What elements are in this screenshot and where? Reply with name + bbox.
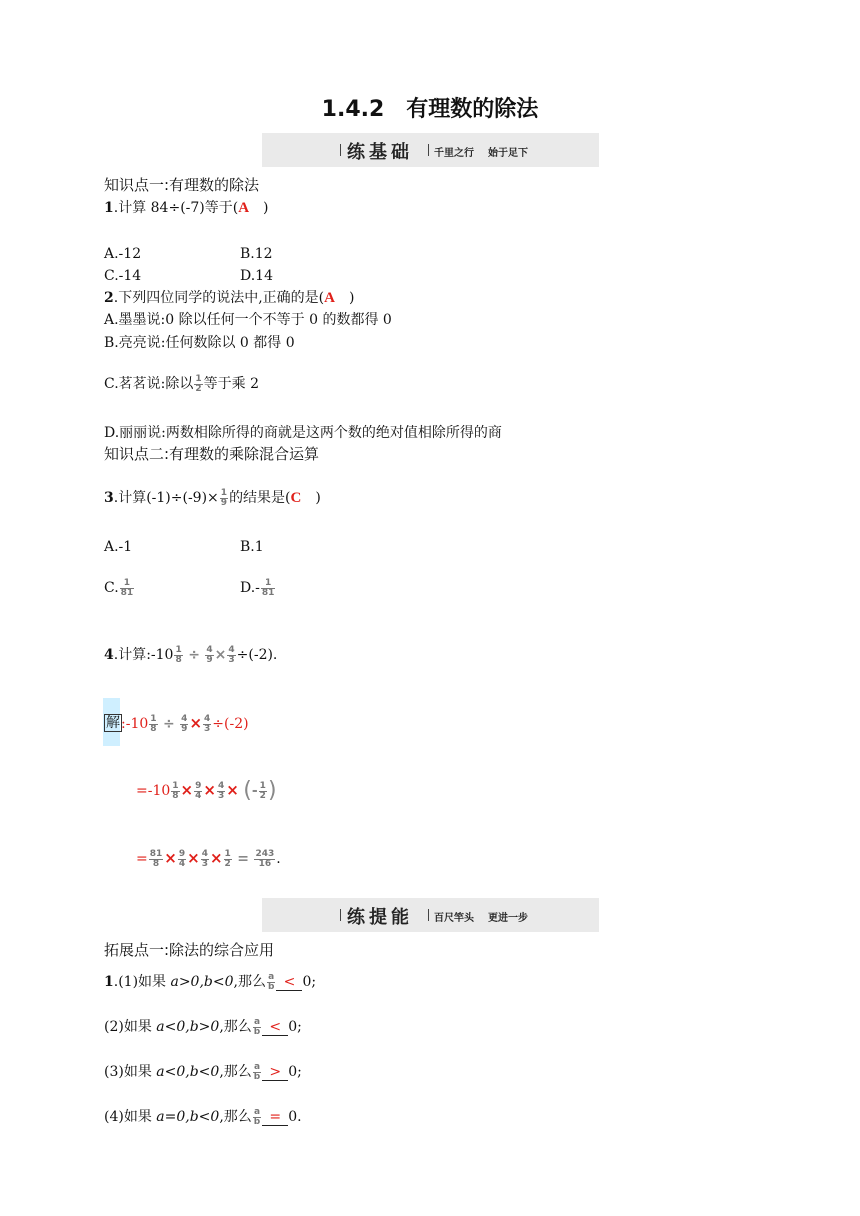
- numerator: a: [253, 1106, 261, 1117]
- fraction: [194, 375, 202, 394]
- question-text: ÷(-2).: [236, 647, 278, 663]
- option-b: B.12: [240, 246, 273, 262]
- option-b: B.1: [240, 539, 264, 555]
- question-text: 的结果是(: [229, 490, 291, 506]
- ext-item-2: [104, 1017, 302, 1037]
- numerator: a: [253, 1061, 261, 1072]
- solution-text: =-10: [136, 783, 171, 799]
- banner-motto-1: 千里之行: [434, 148, 474, 159]
- section-banner-basic: [262, 133, 599, 167]
- option-text: C.: [104, 580, 119, 596]
- multiply-sign: ×: [164, 849, 177, 867]
- denominator: 4: [178, 858, 186, 869]
- denominator: 8: [172, 790, 179, 801]
- ext-item-1: [104, 972, 316, 992]
- denominator: b: [253, 1116, 261, 1127]
- fraction: [253, 1108, 261, 1127]
- numerator: 4: [206, 644, 213, 655]
- option-d: D.丽丽说:两数相除所得的商就是这两个数的绝对值相除所得的商: [104, 425, 502, 441]
- equals-sign: =: [237, 851, 249, 867]
- question-text: .计算:-10: [113, 647, 174, 663]
- numerator: 1: [120, 579, 135, 589]
- answer-blank: <: [262, 1019, 288, 1036]
- numerator: 1: [150, 713, 157, 724]
- answer: A: [238, 200, 250, 216]
- question-number: 1: [104, 200, 114, 216]
- fraction: [267, 973, 275, 992]
- option-d: [240, 578, 276, 598]
- fraction: [220, 489, 228, 508]
- answer-blank: >: [262, 1064, 288, 1081]
- denominator: 81: [120, 587, 134, 598]
- denominator: 3: [217, 790, 225, 801]
- question-number: 1: [104, 974, 114, 990]
- option-text: C.茗茗说:除以: [104, 376, 194, 392]
- condition: a<0,b<0: [156, 1064, 220, 1080]
- item-text: ,那么: [219, 1064, 252, 1080]
- fraction: [149, 715, 157, 734]
- item-text: 0;: [302, 974, 317, 990]
- condition: a=0,b<0: [156, 1109, 220, 1125]
- denominator: 2: [195, 383, 202, 394]
- fraction: [253, 1018, 261, 1037]
- section-heading: 知识点一:有理数的除法: [104, 176, 260, 194]
- numerator: 1: [172, 780, 179, 791]
- numerator: a: [253, 1016, 261, 1027]
- option-d: D.14: [240, 268, 273, 284]
- option-text: D.-: [240, 580, 260, 596]
- solution-text: =: [136, 851, 148, 867]
- denominator: b: [267, 981, 275, 992]
- question-2: [104, 288, 354, 308]
- option-a: A.-12: [104, 246, 142, 262]
- divide-sign: ÷: [188, 647, 200, 663]
- denominator: 3: [201, 858, 208, 869]
- option-a: A.-1: [104, 539, 133, 555]
- numerator: 4: [217, 780, 225, 791]
- question-3: [104, 488, 321, 508]
- denominator: 4: [195, 790, 202, 801]
- section-heading: 拓展点一:除法的综合应用: [104, 941, 275, 959]
- question-1: [104, 198, 269, 218]
- banner-title: 练提能: [347, 907, 413, 928]
- multiply-sign: ×: [187, 849, 200, 867]
- question-close: ): [334, 290, 355, 306]
- denominator: 9: [220, 497, 228, 508]
- solution-line-2: [136, 780, 277, 801]
- fraction: [224, 850, 232, 869]
- ext-item-4: [104, 1107, 302, 1127]
- numerator: 1: [261, 579, 276, 589]
- multiply-sign: ×: [189, 714, 203, 732]
- denominator: 81: [261, 587, 275, 598]
- denominator: 2: [259, 790, 266, 801]
- fraction: [201, 850, 209, 869]
- question-number: 4: [104, 647, 114, 663]
- numerator: 1: [259, 780, 266, 791]
- item-text: (3)如果: [104, 1064, 157, 1080]
- fraction: [254, 850, 275, 869]
- multiply-sign: ×: [203, 781, 216, 799]
- denominator: 9: [206, 654, 213, 665]
- banner-motto-1: 百尺竿头: [434, 913, 474, 924]
- multiply-sign: ×: [226, 781, 239, 799]
- answer-blank: <: [276, 974, 302, 991]
- denominator: b: [253, 1071, 261, 1082]
- banner-motto-2: 更进一步: [488, 913, 528, 924]
- denominator: 3: [228, 654, 235, 665]
- minus-sign: -: [251, 783, 258, 799]
- denominator: 3: [204, 723, 211, 734]
- answer-blank: =: [262, 1109, 288, 1126]
- numerator: 1: [224, 848, 231, 859]
- option-c: [104, 374, 259, 394]
- denominator: 9: [181, 723, 188, 734]
- fraction: [149, 850, 164, 869]
- condition: a<0,b>0: [156, 1019, 220, 1035]
- item-text: ,那么: [233, 974, 266, 990]
- question-number: 3: [104, 490, 114, 506]
- question-text: .下列四位同学的说法中,正确的是(: [113, 290, 325, 306]
- option-c: C.-14: [104, 268, 142, 284]
- fraction: [178, 850, 186, 869]
- numerator: 9: [178, 848, 186, 859]
- answer: C: [290, 490, 302, 506]
- question-number: 2: [104, 290, 114, 306]
- solution-line-3: [136, 848, 281, 869]
- numerator: 4: [228, 644, 235, 655]
- multiply-sign: ×: [209, 849, 223, 867]
- denominator: 8: [152, 858, 160, 869]
- option-a: A.墨墨说:0 除以任何一个不等于 0 的数都得 0: [104, 312, 392, 328]
- fraction: [227, 646, 235, 665]
- numerator: 243: [255, 848, 275, 859]
- fraction: [174, 646, 182, 665]
- section-heading: 知识点二:有理数的乘除混合运算: [104, 445, 320, 463]
- numerator: 1: [195, 373, 202, 384]
- ext-item-3: [104, 1062, 302, 1082]
- solution-text: :-10: [121, 716, 149, 732]
- option-c: [104, 578, 135, 598]
- solution-line-1: [121, 713, 249, 734]
- question-text: .计算(-1)÷(-9)×: [113, 490, 219, 506]
- item-text: 0;: [288, 1019, 302, 1035]
- numerator: 9: [195, 780, 202, 791]
- numerator: 4: [204, 713, 211, 724]
- item-text: .(1)如果: [113, 974, 171, 990]
- fraction: [171, 782, 179, 801]
- condition: a>0,b<0: [170, 974, 234, 990]
- denominator: 8: [150, 723, 157, 734]
- question-close: ): [301, 490, 321, 506]
- solution-label: 解: [106, 715, 120, 731]
- period: .: [276, 851, 281, 867]
- fraction: [217, 782, 225, 801]
- paren-open: (: [243, 778, 252, 803]
- banner-title: 练基础: [347, 142, 413, 163]
- denominator: b: [253, 1026, 261, 1037]
- numerator: 4: [181, 713, 188, 724]
- answer: A: [324, 290, 335, 306]
- item-text: 0;: [288, 1064, 302, 1080]
- option-text: 等于乘 2: [203, 376, 260, 392]
- item-text: (2)如果: [104, 1019, 157, 1035]
- numerator: 1: [220, 487, 228, 498]
- fraction: [194, 782, 202, 801]
- numerator: 81: [149, 848, 163, 859]
- question-text: .计算 84÷(-7)等于(: [113, 200, 239, 216]
- fraction: [253, 1063, 261, 1082]
- item-text: 0.: [288, 1109, 302, 1125]
- question-4: [104, 645, 277, 665]
- banner-motto-2: 始于足下: [488, 148, 528, 159]
- numerator: 4: [201, 848, 208, 859]
- item-text: ,那么: [219, 1019, 252, 1035]
- fraction: [203, 715, 211, 734]
- divide-sign: ÷: [162, 716, 175, 732]
- fraction: [180, 715, 188, 734]
- multiply-sign: ×: [214, 647, 227, 663]
- fraction: [205, 646, 213, 665]
- denominator: 8: [175, 654, 182, 665]
- denominator: 2: [224, 858, 231, 869]
- section-banner-advanced: [262, 898, 599, 932]
- denominator: 16: [258, 858, 272, 869]
- item-text: ,那么: [219, 1109, 252, 1125]
- fraction: [259, 782, 267, 801]
- item-text: (4)如果: [104, 1109, 157, 1125]
- page-title: 1.4.2 有理数的除法: [321, 97, 539, 122]
- paren-close: ): [267, 778, 277, 803]
- numerator: a: [268, 971, 275, 982]
- solution-text: ÷(-2): [212, 716, 249, 732]
- fraction: [261, 579, 276, 598]
- multiply-sign: ×: [180, 781, 194, 799]
- fraction: [120, 579, 135, 598]
- numerator: 1: [175, 644, 182, 655]
- option-b: B.亮亮说:任何数除以 0 都得 0: [104, 335, 295, 351]
- question-close: ): [249, 200, 269, 216]
